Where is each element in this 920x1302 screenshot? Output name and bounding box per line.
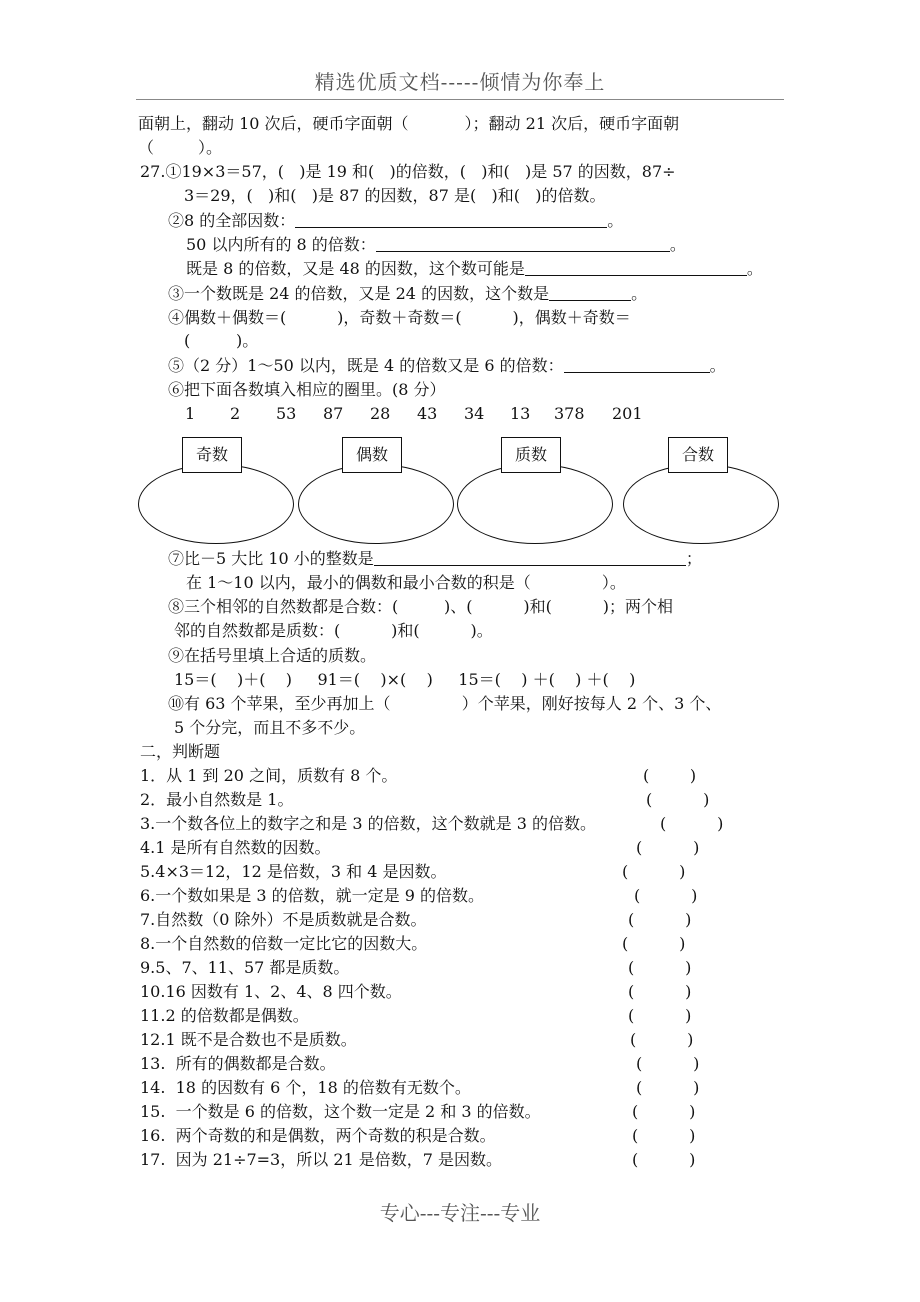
answer-blank[interactable] (549, 284, 631, 301)
answer-paren[interactable]: ( ) (632, 1126, 696, 1145)
number-item: 43 (417, 404, 438, 423)
q27-p4 (186, 259, 763, 279)
judge-item: 4.1 是所有自然数的因数。 (140, 838, 331, 857)
q27-p6b: ( )。 (184, 331, 259, 350)
judge-item: 2．最小自然数是 1。 (140, 790, 294, 809)
q26-line-1 (138, 114, 679, 134)
q27-p9-text: ⑦比－5 大比 10 小的整数是 (168, 549, 374, 568)
q26-line-2b: ）。 (198, 138, 223, 157)
q26-line-2a: （ (138, 138, 155, 157)
number-item: 1 (185, 404, 196, 423)
composite-number-label: 合数 (668, 437, 728, 473)
judge-item: 8.一个自然数的倍数一定比它的因数大。 (140, 934, 428, 953)
q27-p12: ⑨在括号里填上合适的质数。 (168, 646, 377, 665)
answer-paren[interactable]: ( ) (643, 766, 697, 785)
answer-paren[interactable]: ( ) (636, 838, 700, 857)
q27-p6: ④偶数＋偶数＝( )，奇数＋奇数＝( )，偶数＋奇数＝ (168, 308, 631, 327)
number-item: 378 (554, 404, 585, 423)
even-number-label: 偶数 (342, 437, 402, 473)
answer-paren[interactable]: ( ) (630, 1030, 694, 1049)
judge-item: 10.16 因数有 1、2、4、8 四个数。 (140, 982, 402, 1001)
answer-paren[interactable]: ( ) (632, 1102, 696, 1121)
number-item: 13 (510, 404, 531, 423)
judge-item: 13. 所有的偶数都是合数。 (140, 1054, 336, 1073)
q27-p5-text: ③一个数既是 24 的倍数，又是 24 的因数，这个数是 (168, 284, 550, 303)
answer-paren[interactable]: ( ) (628, 1006, 692, 1025)
q27-p7-text: ⑤（2 分）1～50 以内，既是 4 的倍数又是 6 的倍数： (168, 356, 564, 375)
q27-p14b: 5 个分完，而且不多不少。 (174, 718, 366, 737)
odd-number-label: 奇数 (182, 437, 242, 473)
q27-p2-text: ②8 的全部因数： (168, 211, 296, 230)
judge-item: 15. 一个数是 6 的倍数，这个数一定是 2 和 3 的倍数。 (140, 1102, 541, 1121)
answer-blank[interactable] (374, 549, 686, 566)
q27-p1a: 27.①19×3＝57，( )是 19 和( )的倍数，( )和( )是 57 的因数，87÷ (140, 162, 676, 181)
judge-item: 1．从 1 到 20 之间，质数有 8 个。 (140, 766, 398, 785)
number-item: 2 (230, 404, 241, 423)
even-number-circle[interactable] (298, 464, 454, 544)
answer-paren[interactable]: ( ) (628, 982, 692, 1001)
number-item: 28 (370, 404, 391, 423)
q27-p7-end: 。 (709, 356, 726, 375)
answer-blank[interactable] (295, 211, 607, 228)
judge-item: 6.一个数如果是 3 的倍数，就一定是 9 的倍数。 (140, 886, 484, 905)
q27-p5 (168, 284, 647, 304)
judge-item: 7.自然数（0 除外）不是质数就是合数。 (140, 910, 427, 929)
answer-blank[interactable] (564, 356, 710, 373)
q27-p9-end: ； (685, 549, 702, 568)
answer-paren[interactable]: ( ) (622, 862, 686, 881)
judge-item: 12.1 既不是合数也不是质数。 (140, 1030, 357, 1049)
header-rule (136, 99, 784, 100)
judge-item: 5.4×3＝12，12 是倍数，3 和 4 是因数。 (140, 862, 447, 881)
answer-paren[interactable]: ( ) (636, 1054, 700, 1073)
q27-p5-end: 。 (631, 284, 648, 303)
odd-number-circle[interactable] (138, 464, 294, 544)
q27-p9 (168, 549, 702, 569)
answer-paren[interactable]: ( ) (660, 814, 724, 833)
q26-line-1a: 面朝上，翻动 10 次后，硬币字面朝（ (138, 114, 409, 133)
q27-p10: 在 1～10 以内，最小的偶数和最小合数的积是（ ）。 (186, 573, 626, 592)
answer-blank[interactable] (525, 259, 747, 276)
judge-item: 9.5、7、11、57 都是质数。 (140, 958, 350, 977)
answer-paren[interactable]: ( ) (632, 1150, 696, 1169)
q26-line-2 (138, 138, 222, 158)
q27-p2-end: 。 (607, 211, 624, 230)
judge-item: 11.2 的倍数都是偶数。 (140, 1006, 309, 1025)
number-item: 87 (323, 404, 344, 423)
judge-item: 17. 因为 21÷7=3，所以 21 是倍数，7 是因数。 (140, 1150, 503, 1169)
q27-p3-text: 50 以内所有的 8 的倍数： (186, 235, 376, 254)
prime-number-label: 质数 (501, 437, 561, 473)
number-item: 53 (276, 404, 297, 423)
q26-line-1b: ）；翻动 21 次后，硬币字面朝 (464, 114, 680, 133)
q27-p8: ⑥把下面各数填入相应的圈里。(8 分） (168, 380, 446, 399)
q27-p11: ⑧三个相邻的自然数都是合数：( )、( )和( )；两个相 (168, 597, 673, 616)
q27-p3 (186, 235, 686, 255)
answer-paren[interactable]: ( ) (628, 958, 692, 977)
answer-blank[interactable] (376, 235, 670, 252)
judge-item: 3.一个数各位上的数字之和是 3 的倍数，这个数就是 3 的倍数。 (140, 814, 596, 833)
q27-p2 (168, 211, 623, 231)
q27-p13: 15＝( )＋( ) 91＝( )×( ) 15＝( ) ＋( ) ＋( ) (174, 670, 636, 689)
q27-p14: ⑩有 63 个苹果，至少再加上（ ）个苹果，刚好按每人 2 个、3 个、 (168, 694, 722, 713)
answer-paren[interactable]: ( ) (646, 790, 710, 809)
q27-p11b: 邻的自然数都是质数：( )和( )。 (174, 621, 493, 640)
page-footer: 专心---专注---专业 (379, 1201, 541, 1225)
number-item: 34 (464, 404, 485, 423)
prime-number-circle[interactable] (457, 464, 613, 544)
answer-paren[interactable]: ( ) (628, 910, 692, 929)
q27-p4-text: 既是 8 的倍数，又是 48 的因数，这个数可能是 (186, 259, 525, 278)
answer-paren[interactable]: ( ) (636, 1078, 700, 1097)
q27-p3-end: 。 (669, 235, 686, 254)
page-header: 精选优质文档-----倾情为你奉上 (314, 70, 606, 94)
judge-item: 14. 18 的因数有 6 个，18 的倍数有无数个。 (140, 1078, 471, 1097)
q27-p7 (168, 356, 726, 376)
section-title-judge: 二，判断题 (140, 742, 221, 761)
q27-p1b: 3＝29，( )和( )是 87 的因数，87 是( )和( )的倍数。 (184, 186, 606, 205)
number-item: 201 (612, 404, 643, 423)
q27-p4-end: 。 (746, 259, 763, 278)
answer-paren[interactable]: ( ) (622, 934, 686, 953)
answer-paren[interactable]: ( ) (634, 886, 698, 905)
judge-item: 16. 两个奇数的和是偶数，两个奇数的积是合数。 (140, 1126, 496, 1145)
composite-number-circle[interactable] (623, 464, 779, 544)
